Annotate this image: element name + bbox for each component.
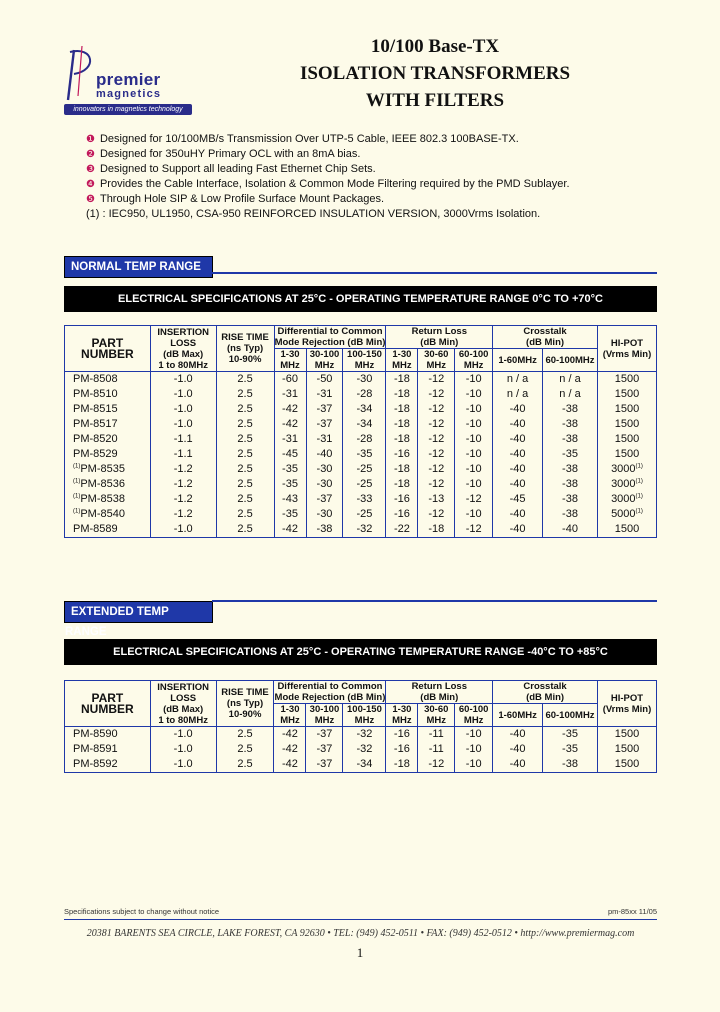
spec-cell-r1: -18: [386, 432, 418, 447]
spec-cell-r2: -12: [418, 432, 455, 447]
spec-cell-rt: 2.5: [216, 492, 274, 507]
spec-cell-rt: 2.5: [216, 402, 274, 417]
feature-item: ❷ Designed for 350uHY Primary OCL with an 8mA bias.: [86, 148, 361, 160]
spec-cell-r3: -10: [455, 462, 493, 477]
spec-cell-r1: -16: [386, 727, 418, 743]
footer-address: 20381 BARENTS SEA CIRCLE, LAKE FOREST, CA 92630 • TEL: (949) 452-0511 • FAX: (949) 452-0512 • http://www.premiermag.com: [86, 928, 635, 939]
hipot-cell: [597, 507, 656, 522]
header-dm-30-100: 30-100 MHz: [306, 349, 343, 372]
spec-cell-c2: -38: [543, 417, 598, 432]
spec-cell-r1: -16: [386, 492, 418, 507]
extended-temp-label: EXTENDED TEMP RANGE: [64, 601, 213, 623]
spec-cell-d2: -37: [306, 727, 343, 743]
footnote-mark: (1): [73, 493, 81, 500]
spec-cell-d3: -34: [343, 757, 386, 773]
footnote-mark: (1): [635, 493, 643, 500]
spec-cell-d3: -25: [343, 477, 386, 492]
hipot-cell: [597, 477, 656, 492]
spec-cell-r2: -12: [418, 507, 455, 522]
table-row: [65, 522, 657, 538]
spec-cell-il: -1.2: [150, 492, 216, 507]
spec-cell-c1: -40: [493, 432, 543, 447]
spec-cell-r3: -10: [455, 417, 493, 432]
spec-cell-c2: n / a: [543, 387, 598, 402]
header-part-number: PART NUMBER: [65, 681, 151, 727]
footer-notice: Specifications subject to change without notice: [64, 907, 220, 916]
spec-cell-rt: 2.5: [216, 727, 274, 743]
part-number-cell: [65, 432, 151, 447]
title-line-2: ISOLATION TRANSFORMERS: [299, 63, 571, 84]
header-ct-1-60: 1-60MHz: [493, 349, 543, 372]
spec-cell-c2: -38: [543, 402, 598, 417]
spec-cell-c1: n / a: [493, 372, 543, 388]
spec-cell-rt: 2.5: [216, 432, 274, 447]
title-line-3: WITH FILTERS: [365, 90, 505, 111]
table-row: [65, 432, 657, 447]
logo-wordmark: premier: [96, 70, 161, 89]
footnote: (1) : IEC950, UL1950, CSA-950 REINFORCED INSULATION VERSION, 3000Vrms Isolation.: [86, 208, 541, 220]
normal-temp-label: NORMAL TEMP RANGE: [64, 256, 213, 278]
header-return-loss: Return Loss (dB Min): [386, 326, 493, 349]
spec-cell-c1: -40: [493, 522, 543, 538]
spec-cell-c1: -40: [493, 742, 543, 757]
spec-cell-r3: -10: [455, 432, 493, 447]
header-rl-30-60: 30-60 MHz: [418, 704, 455, 727]
spec-cell-c1: -40: [493, 447, 543, 462]
footnote-mark: (1): [635, 508, 643, 515]
part-number: PM-8592: [73, 758, 118, 771]
hipot-value: 3000: [611, 478, 636, 491]
spec-cell-il: -1.2: [150, 477, 216, 492]
spec-cell-r2: -12: [418, 462, 455, 477]
spec-cell-d3: -28: [343, 387, 386, 402]
spec-cell-d3: -33: [343, 492, 386, 507]
spec-cell-r1: -18: [386, 417, 418, 432]
company-logo: [60, 44, 200, 120]
spec-cell-il: -1.2: [150, 507, 216, 522]
spec-cell-d2: -40: [306, 447, 343, 462]
footnote-mark: (1): [635, 478, 643, 485]
table-row: [65, 492, 657, 507]
hipot-value: 1500: [614, 523, 640, 536]
spec-cell-r1: -16: [386, 447, 418, 462]
header-rl-1-30: 1-30 MHz: [386, 349, 418, 372]
table-row: [65, 727, 657, 743]
part-number-cell: [65, 462, 151, 477]
normal-table-body: [65, 372, 657, 538]
table-row: [65, 387, 657, 402]
spec-cell-r2: -13: [418, 492, 455, 507]
part-number: PM-8510: [73, 388, 118, 401]
spec-cell-il: -1.0: [150, 742, 216, 757]
spec-cell-c2: -35: [543, 447, 598, 462]
header-dm-100-150: 100-150 MHz: [343, 704, 386, 727]
spec-cell-rt: 2.5: [216, 522, 274, 538]
spec-cell-r2: -18: [418, 522, 455, 538]
part-number: PM-8517: [73, 418, 118, 431]
spec-cell-d2: -30: [306, 462, 343, 477]
hipot-value: 1500: [614, 743, 640, 756]
spec-cell-d2: -31: [306, 432, 343, 447]
header-insertion-loss: INSERTION LOSS (dB Max) 1 to 80MHz: [150, 681, 216, 727]
spec-cell-d1: -42: [274, 522, 306, 538]
hipot-value: 3000: [611, 493, 636, 506]
table-row: [65, 507, 657, 522]
hipot-value: 1500: [614, 418, 640, 431]
hipot-value: 1500: [614, 388, 640, 401]
spec-cell-il: -1.2: [150, 462, 216, 477]
spec-cell-c2: -40: [543, 522, 598, 538]
spec-cell-d1: -35: [274, 507, 306, 522]
extended-spec-table: [64, 680, 657, 773]
spec-cell-d3: -25: [343, 507, 386, 522]
hipot-value: 1500: [614, 758, 640, 771]
header-dm-30-100: 30-100 MHz: [306, 704, 343, 727]
spec-cell-r1: -18: [386, 757, 418, 773]
spec-cell-c2: -38: [543, 477, 598, 492]
spec-cell-d3: -32: [343, 742, 386, 757]
spec-cell-c1: -45: [493, 492, 543, 507]
spec-cell-d3: -30: [343, 372, 386, 388]
header-part-number: PART NUMBER: [65, 326, 151, 372]
header-ct-1-60: 1-60MHz: [493, 704, 543, 727]
spec-cell-c2: -38: [543, 507, 598, 522]
header-dm-1-30: 1-30 MHz: [274, 349, 306, 372]
spec-cell-d2: -37: [306, 402, 343, 417]
spec-cell-d3: -32: [343, 727, 386, 743]
page-number: 1: [356, 945, 364, 960]
header-crosstalk: Crosstalk (dB Min): [493, 681, 598, 704]
header-rl-1-30: 1-30 MHz: [386, 704, 418, 727]
header-insertion-loss: INSERTION LOSS (dB Max) 1 to 80MHz: [150, 326, 216, 372]
spec-cell-r2: -12: [418, 417, 455, 432]
header-hipot: HI-POT (Vrms Min): [597, 681, 656, 727]
hipot-cell: [597, 522, 656, 538]
spec-cell-r3: -10: [455, 757, 493, 773]
hipot-cell: [597, 447, 656, 462]
part-number-cell: [65, 372, 151, 388]
hipot-cell: [597, 372, 656, 388]
spec-cell-rt: 2.5: [216, 387, 274, 402]
spec-cell-c2: -38: [543, 432, 598, 447]
spec-cell-r2: -12: [418, 372, 455, 388]
spec-cell-rt: 2.5: [216, 372, 274, 388]
table-row: [65, 372, 657, 388]
spec-cell-r1: -16: [386, 507, 418, 522]
extended-table-body: [65, 727, 657, 773]
spec-cell-c1: -40: [493, 402, 543, 417]
hipot-cell: [597, 402, 656, 417]
hipot-cell: [597, 387, 656, 402]
spec-cell-il: -1.0: [150, 387, 216, 402]
spec-cell-rt: 2.5: [216, 447, 274, 462]
spec-cell-c2: n / a: [543, 372, 598, 388]
spec-cell-d1: -60: [274, 372, 306, 388]
part-number-cell: [65, 522, 151, 538]
spec-cell-r3: -10: [455, 727, 493, 743]
spec-cell-rt: 2.5: [216, 477, 274, 492]
part-number: PM-8535: [80, 463, 125, 476]
header-hipot: HI-POT (Vrms Min): [597, 326, 656, 372]
part-number: PM-8591: [73, 743, 118, 756]
spec-cell-r3: -10: [455, 402, 493, 417]
normal-spec-bar: ELECTRICAL SPECIFICATIONS AT 25°C - OPERATING TEMPERATURE RANGE 0°C TO +70°C: [64, 286, 657, 312]
feature-item: ❹ Provides the Cable Interface, Isolation & Common Mode Filtering required by the PMD Sublayer.: [86, 178, 570, 190]
part-number-cell: [65, 492, 151, 507]
feature-item: ❸ Designed to Support all leading Fast Ethernet Chip Sets.: [86, 163, 376, 175]
hipot-value: 1500: [614, 373, 640, 386]
spec-cell-c2: -35: [543, 742, 598, 757]
spec-cell-rt: 2.5: [216, 742, 274, 757]
spec-cell-d2: -50: [306, 372, 343, 388]
spec-cell-d2: -31: [306, 387, 343, 402]
footer-divider: [64, 919, 657, 920]
header-dmcm-rejection: Differential to Common Mode Rejection (dB Min): [274, 681, 386, 703]
spec-cell-d1: -45: [274, 447, 306, 462]
spec-cell-r3: -10: [455, 742, 493, 757]
normal-spec-table: [64, 325, 657, 538]
spec-cell-r1: -16: [386, 742, 418, 757]
spec-cell-c2: -38: [543, 757, 598, 773]
spec-cell-rt: 2.5: [216, 507, 274, 522]
spec-cell-d1: -42: [274, 727, 306, 743]
spec-cell-d2: -37: [306, 757, 343, 773]
logo-wordmark-sub: magnetics: [96, 88, 162, 100]
spec-cell-r2: -12: [418, 447, 455, 462]
part-number: PM-8520: [73, 433, 118, 446]
spec-cell-d3: -32: [343, 522, 386, 538]
footnote-mark: (1): [73, 478, 81, 485]
spec-cell-r3: -10: [455, 372, 493, 388]
table-row: [65, 757, 657, 773]
part-number: PM-8589: [73, 523, 118, 536]
part-number: PM-8508: [73, 373, 118, 386]
section-divider: [212, 272, 657, 274]
hipot-value: 5000: [611, 508, 636, 521]
header-rl-60-100: 60-100 MHz: [455, 349, 493, 372]
spec-cell-r3: -12: [455, 522, 493, 538]
part-number: PM-8540: [80, 508, 125, 521]
spec-cell-r1: -18: [386, 477, 418, 492]
spec-cell-il: -1.0: [150, 372, 216, 388]
logo-tagline: innovators in magnetics technology: [64, 104, 192, 115]
hipot-value: 1500: [614, 403, 640, 416]
header-rise-time: RISE TIME (ns Typ) 10-90%: [216, 326, 274, 372]
spec-cell-d3: -35: [343, 447, 386, 462]
spec-cell-r2: -12: [418, 477, 455, 492]
hipot-cell: [597, 417, 656, 432]
part-number: PM-8536: [80, 478, 125, 491]
spec-cell-il: -1.0: [150, 522, 216, 538]
hipot-value: 1500: [614, 433, 640, 446]
spec-cell-il: -1.0: [150, 402, 216, 417]
part-number-cell: [65, 447, 151, 462]
spec-cell-d1: -35: [274, 477, 306, 492]
footnote-mark: (1): [73, 463, 81, 470]
spec-cell-d1: -42: [274, 742, 306, 757]
spec-cell-il: -1.0: [150, 757, 216, 773]
hipot-cell: [597, 757, 656, 773]
header-rise-time: RISE TIME (ns Typ) 10-90%: [216, 681, 274, 727]
spec-cell-d2: -38: [306, 522, 343, 538]
spec-cell-d3: -25: [343, 462, 386, 477]
spec-cell-il: -1.1: [150, 432, 216, 447]
hipot-cell: [597, 492, 656, 507]
spec-cell-r2: -12: [418, 387, 455, 402]
part-number: PM-8590: [73, 728, 118, 741]
spec-cell-d2: -37: [306, 417, 343, 432]
part-number-cell: [65, 507, 151, 522]
spec-cell-r1: -18: [386, 387, 418, 402]
header-crosstalk: Crosstalk (dB Min): [493, 326, 598, 349]
header-ct-60-100: 60-100MHz: [543, 349, 598, 372]
header-dm-100-150: 100-150 MHz: [343, 349, 386, 372]
spec-cell-r1: -18: [386, 462, 418, 477]
spec-cell-c1: -40: [493, 727, 543, 743]
part-number-cell: [65, 727, 151, 743]
spec-cell-d1: -31: [274, 387, 306, 402]
spec-cell-rt: 2.5: [216, 757, 274, 773]
spec-cell-r1: -18: [386, 402, 418, 417]
hipot-cell: [597, 462, 656, 477]
spec-cell-d1: -42: [274, 757, 306, 773]
header-dm-1-30: 1-30 MHz: [274, 704, 306, 727]
footer-doc-code: pm-85xx 11/05: [607, 907, 657, 916]
table-row: [65, 402, 657, 417]
spec-cell-d2: -37: [306, 492, 343, 507]
spec-cell-d2: -37: [306, 742, 343, 757]
spec-cell-r1: -18: [386, 372, 418, 388]
spec-cell-rt: 2.5: [216, 417, 274, 432]
spec-cell-c1: -40: [493, 757, 543, 773]
part-number-cell: [65, 742, 151, 757]
spec-cell-r3: -10: [455, 477, 493, 492]
part-number: PM-8538: [80, 493, 125, 506]
spec-cell-c2: -35: [543, 727, 598, 743]
hipot-cell: [597, 432, 656, 447]
spec-cell-c1: n / a: [493, 387, 543, 402]
spec-cell-il: -1.1: [150, 447, 216, 462]
hipot-cell: [597, 727, 656, 743]
header-rl-60-100: 60-100 MHz: [455, 704, 493, 727]
spec-cell-d1: -31: [274, 432, 306, 447]
spec-cell-d3: -28: [343, 432, 386, 447]
table-row: [65, 477, 657, 492]
spec-cell-c1: -40: [493, 507, 543, 522]
table-row: [65, 462, 657, 477]
spec-cell-c1: -40: [493, 417, 543, 432]
part-number-cell: [65, 417, 151, 432]
spec-cell-d1: -43: [274, 492, 306, 507]
part-number: PM-8515: [73, 403, 118, 416]
spec-cell-il: -1.0: [150, 727, 216, 743]
header-return-loss: Return Loss (dB Min): [386, 681, 493, 704]
extended-spec-bar: ELECTRICAL SPECIFICATIONS AT 25°C - OPERATING TEMPERATURE RANGE -40°C TO +85°C: [64, 639, 657, 665]
spec-cell-r3: -10: [455, 507, 493, 522]
spec-cell-r3: -10: [455, 387, 493, 402]
spec-cell-il: -1.0: [150, 417, 216, 432]
table-row: [65, 742, 657, 757]
spec-cell-d3: -34: [343, 417, 386, 432]
spec-cell-d1: -42: [274, 417, 306, 432]
feature-item: ❶ Designed for 10/100MB/s Transmission Over UTP-5 Cable, IEEE 802.3 100BASE-TX.: [86, 133, 519, 145]
header-rl-30-60: 30-60 MHz: [418, 349, 455, 372]
part-number-cell: [65, 402, 151, 417]
spec-cell-d1: -35: [274, 462, 306, 477]
hipot-value: 1500: [614, 448, 640, 461]
spec-cell-r3: -12: [455, 492, 493, 507]
spec-cell-r1: -22: [386, 522, 418, 538]
spec-cell-r2: -11: [418, 727, 455, 743]
header-ct-60-100: 60-100MHz: [543, 704, 598, 727]
spec-cell-rt: 2.5: [216, 462, 274, 477]
spec-cell-c1: -40: [493, 462, 543, 477]
hipot-value: 1500: [614, 728, 640, 741]
spec-cell-d3: -34: [343, 402, 386, 417]
spec-cell-c2: -38: [543, 492, 598, 507]
footnote-mark: (1): [635, 463, 643, 470]
spec-cell-d2: -30: [306, 507, 343, 522]
part-number: PM-8529: [73, 448, 118, 461]
spec-cell-d1: -42: [274, 402, 306, 417]
spec-cell-r2: -11: [418, 742, 455, 757]
feature-item: ❺ Through Hole SIP & Low Profile Surface Mount Packages.: [86, 193, 385, 205]
header-dmcm-rejection: Differential to Common Mode Rejection (dB Min): [274, 326, 386, 348]
footnote-mark: (1): [73, 508, 81, 515]
table-row: [65, 447, 657, 462]
title-line-1: 10/100 Base-TX: [370, 36, 500, 57]
hipot-cell: [597, 742, 656, 757]
spec-cell-c2: -38: [543, 462, 598, 477]
spec-cell-r2: -12: [418, 402, 455, 417]
table-row: [65, 417, 657, 432]
spec-cell-d2: -30: [306, 477, 343, 492]
spec-cell-c1: -40: [493, 477, 543, 492]
part-number-cell: [65, 477, 151, 492]
spec-cell-r3: -10: [455, 447, 493, 462]
logo-mark-icon: [60, 44, 100, 104]
spec-cell-r2: -12: [418, 757, 455, 773]
part-number-cell: [65, 387, 151, 402]
part-number-cell: [65, 757, 151, 773]
section-divider: [212, 600, 657, 602]
hipot-value: 3000: [611, 463, 636, 476]
